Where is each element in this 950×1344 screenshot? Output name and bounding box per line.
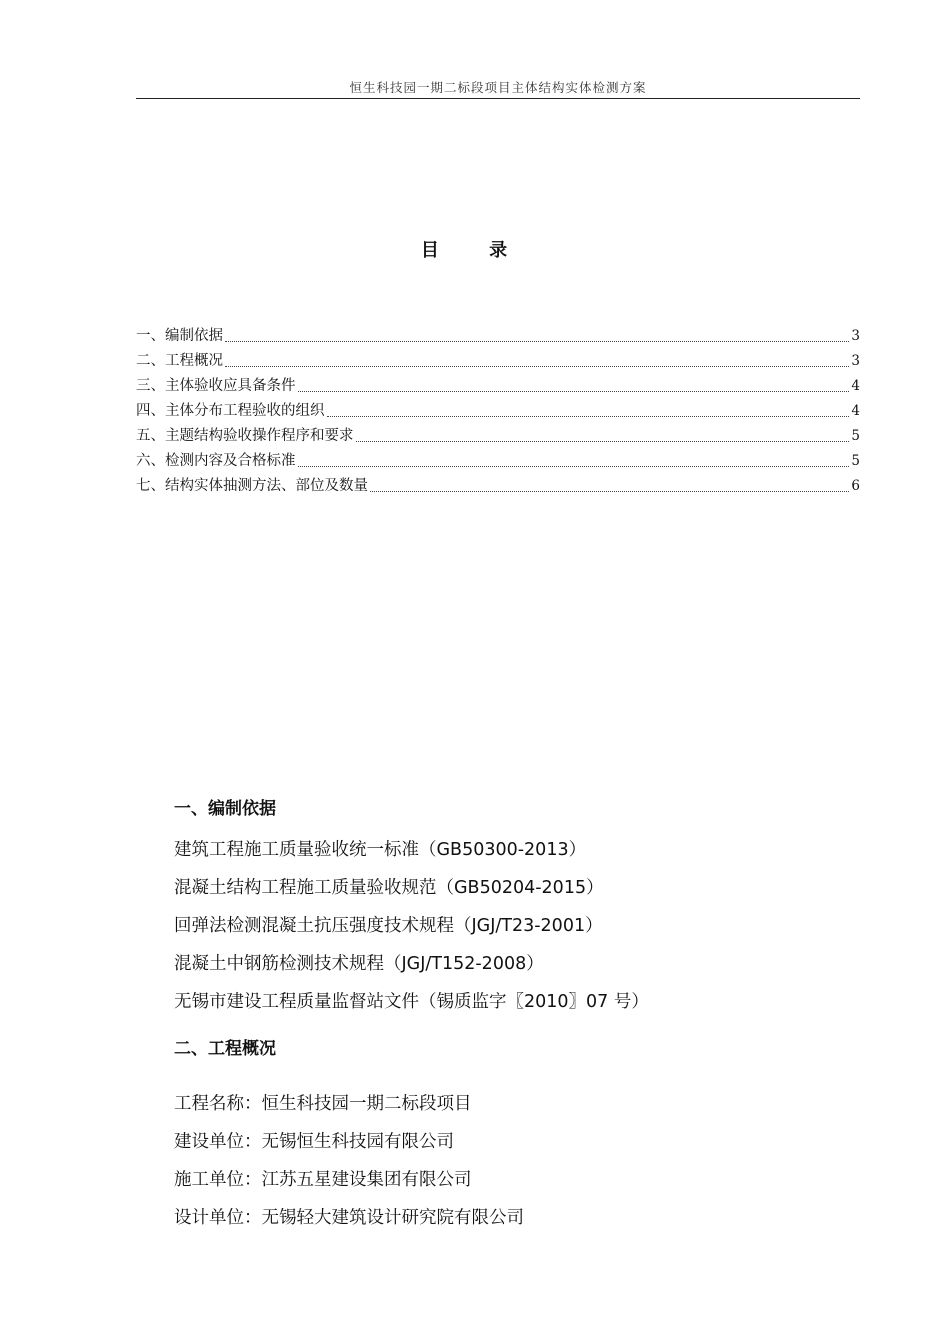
section-heading: 一、编制依据 xyxy=(174,799,276,819)
toc-title: 目 录 xyxy=(420,240,530,261)
toc-entry-label: 二、工程概况 xyxy=(136,353,223,369)
table-of-contents xyxy=(136,324,860,499)
section-overview xyxy=(174,1037,864,1237)
standard-reference: 混凝土结构工程施工质量验收规范（GB50204-2015） xyxy=(174,878,604,898)
toc-entry-label: 四、主体分布工程验收的组织 xyxy=(136,403,325,419)
page-header xyxy=(136,78,860,99)
toc-entry[interactable] xyxy=(136,449,860,474)
project-info-line: 建设单位：无锡恒生科技园有限公司 xyxy=(174,1132,454,1152)
toc-entry[interactable] xyxy=(136,324,860,349)
toc-entry-page: 4 xyxy=(851,403,860,419)
toc-entry-page: 3 xyxy=(851,328,860,344)
toc-entry-page: 5 xyxy=(851,453,860,469)
toc-entry-label: 一、编制依据 xyxy=(136,328,223,344)
project-info-line: 施工单位：江苏五星建设集团有限公司 xyxy=(174,1170,472,1190)
section-basis xyxy=(174,797,864,1021)
toc-leader-dots xyxy=(327,416,850,417)
toc-entry-label: 三、主体验收应具备条件 xyxy=(136,378,296,394)
toc-leader-dots xyxy=(225,341,849,342)
standard-reference: 回弹法检测混凝土抗压强度技术规程（JGJ/T23-2001） xyxy=(174,916,603,936)
toc-entry-page: 5 xyxy=(851,428,860,444)
toc-entry[interactable] xyxy=(136,424,860,449)
standard-reference: 无锡市建设工程质量监督站文件（锡质监字〖2010〗07 号） xyxy=(174,992,649,1012)
toc-entry[interactable] xyxy=(136,474,860,499)
toc-entry-page: 3 xyxy=(851,353,860,369)
toc-leader-dots xyxy=(356,441,850,442)
toc-entry[interactable] xyxy=(136,399,860,424)
toc-leader-dots xyxy=(370,491,849,492)
toc-leader-dots xyxy=(298,391,850,392)
section-heading: 二、工程概况 xyxy=(174,1039,276,1059)
toc-entry-label: 五、主题结构验收操作程序和要求 xyxy=(136,428,354,444)
standard-reference: 建筑工程施工质量验收统一标准（GB50300-2013） xyxy=(174,840,587,860)
project-info-line: 设计单位：无锡轻大建筑设计研究院有限公司 xyxy=(174,1208,524,1228)
toc-entry-page: 4 xyxy=(851,378,860,394)
toc-leader-dots xyxy=(225,366,849,367)
header-title: 恒生科技园一期二标段项目主体结构实体检测方案 xyxy=(349,80,647,95)
standard-reference: 混凝土中钢筋检测技术规程（JGJ/T152-2008） xyxy=(174,954,544,974)
toc-entry[interactable] xyxy=(136,349,860,374)
toc-leader-dots xyxy=(298,466,850,467)
toc-entry[interactable] xyxy=(136,374,860,399)
toc-entry-page: 6 xyxy=(851,478,860,494)
toc-entry-label: 七、结构实体抽测方法、部位及数量 xyxy=(136,478,368,494)
toc-entry-label: 六、检测内容及合格标准 xyxy=(136,453,296,469)
project-info-line: 工程名称：恒生科技园一期二标段项目 xyxy=(174,1094,472,1114)
